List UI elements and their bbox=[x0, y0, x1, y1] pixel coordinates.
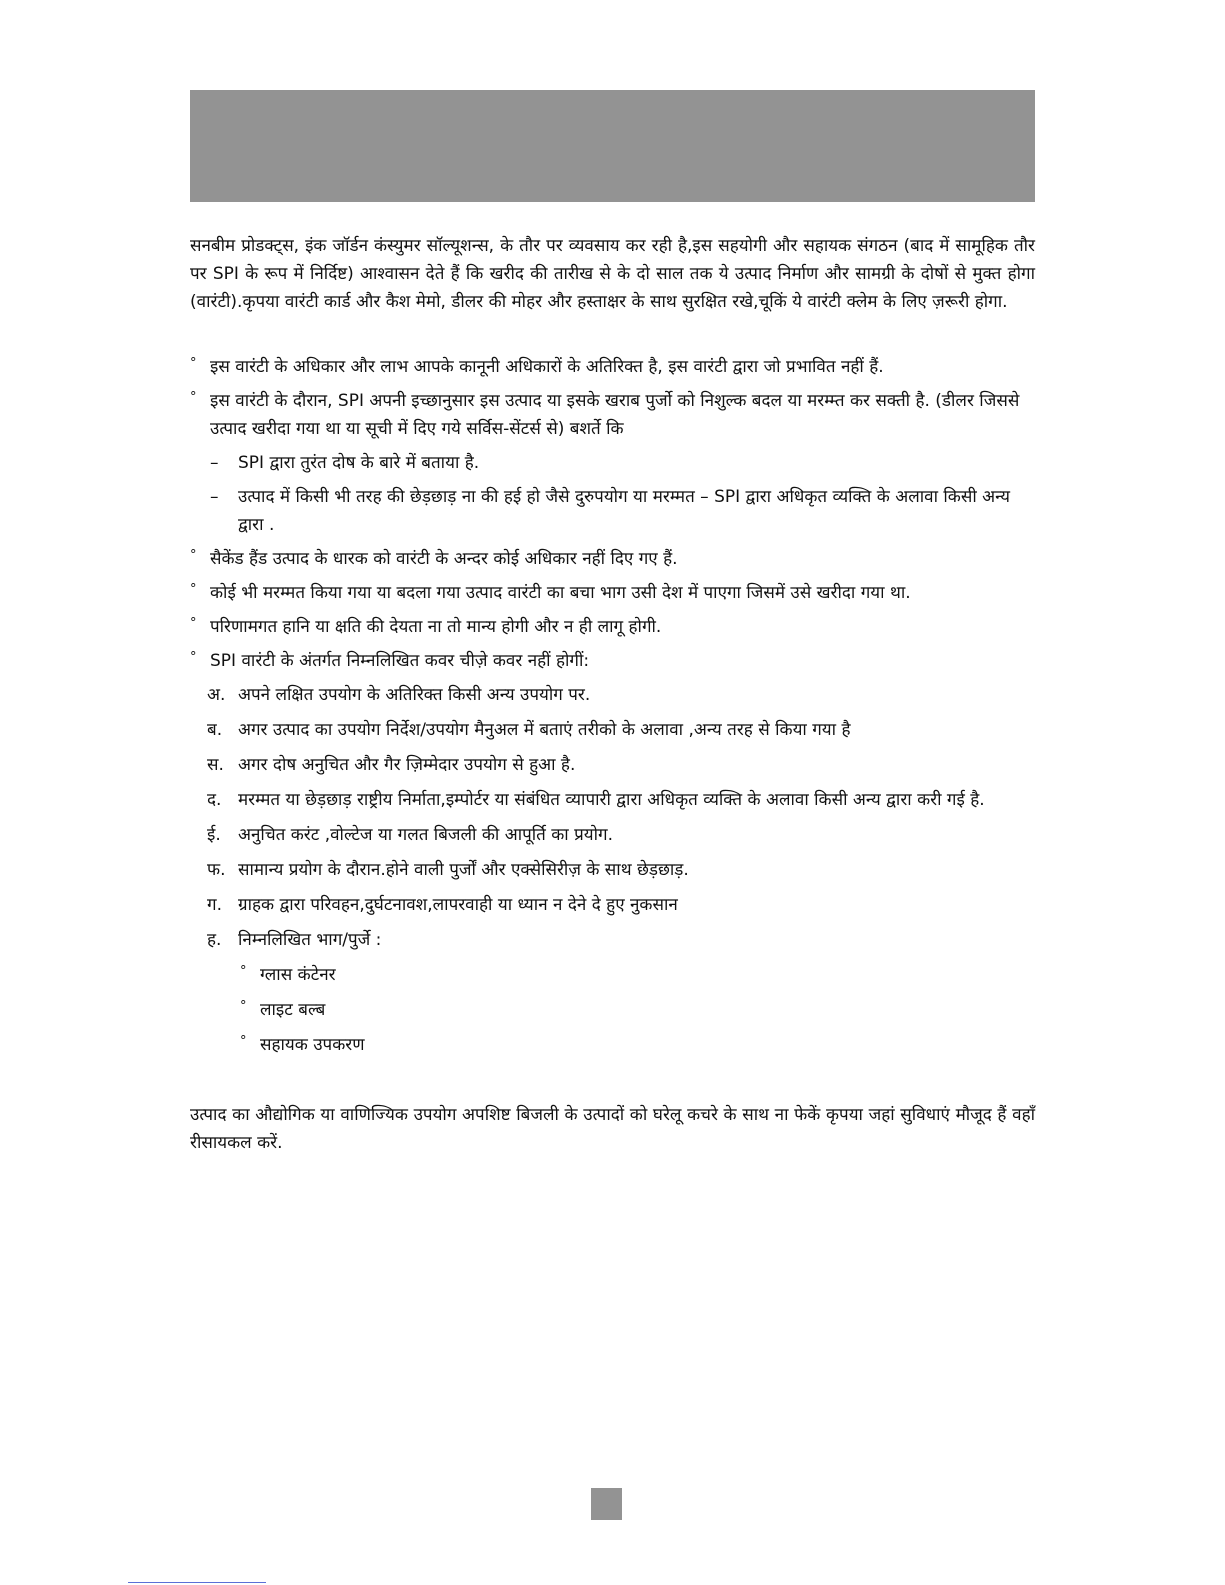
exclusion-item bbox=[190, 751, 1035, 779]
sub-item bbox=[190, 483, 1035, 539]
dash-mark: – bbox=[210, 487, 219, 507]
bullet-mark: ° bbox=[190, 616, 197, 631]
footer-rule bbox=[128, 1582, 266, 1583]
exclusion-label: फ. bbox=[207, 860, 226, 880]
exclusion-label: ब. bbox=[207, 720, 223, 740]
list-item bbox=[190, 387, 1035, 443]
excluded-part-text: ग्लास कंटेनर bbox=[260, 965, 336, 985]
exclusion-label: ई. bbox=[207, 825, 221, 845]
exclusion-item bbox=[190, 821, 1035, 849]
warranty-content bbox=[190, 232, 1035, 1157]
excluded-part bbox=[190, 1031, 1035, 1059]
exclusion-label: ग. bbox=[207, 895, 222, 915]
bullet-mark: ° bbox=[190, 548, 197, 563]
exclusion-text: सामान्य प्रयोग के दौरान.होने वाली पुर्जों और एक्सेसिरीज़ के साथ छेड़छाड़. bbox=[238, 860, 689, 880]
exclusion-item bbox=[190, 716, 1035, 744]
list-item bbox=[190, 579, 1035, 607]
sub-item-text: SPI द्वारा तुरंत दोष के बारे में बताया है. bbox=[238, 453, 480, 473]
exclusion-item bbox=[190, 926, 1035, 954]
sub-item-text: उत्पाद में किसी भी तरह की छेड़छाड़ ना की हई हो जैसे दुरुपयोग या मरम्मत – SPI द्वारा अधिकृत व्यक्ति के अलावा किसी अन्य द्वारा . bbox=[238, 487, 1011, 535]
exclusion-label: द. bbox=[207, 790, 222, 810]
exclusion-item bbox=[190, 786, 1035, 814]
exclusion-text: अगर दोष अनुचित और गैर ज़िम्मेदार उपयोग से हुआ है. bbox=[238, 755, 576, 775]
list-item-text: इस वारंटी के अधिकार और लाभ आपके कानूनी अधिकारों के अतिरिक्त है, इस वारंटी द्वारा जो प्रभावित नहीं हैं. bbox=[210, 357, 884, 377]
exclusion-item bbox=[190, 856, 1035, 884]
exclusion-label: अ. bbox=[207, 685, 226, 705]
header-band bbox=[190, 90, 1035, 202]
exclusion-text: अगर उत्पाद का उपयोग निर्देश/उपयोग मैनुअल में बताएं तरीको के अलावा ,अन्य तरह से किया गया है bbox=[238, 720, 851, 740]
exclusion-text: ग्राहक द्वारा परिवहन,दुर्घटनावश,लापरवाही या ध्यान न देने दे हुए नुकसान bbox=[238, 895, 678, 915]
exclusion-item bbox=[190, 681, 1035, 709]
exclusion-text: अपने लक्षित उपयोग के अतिरिक्त किसी अन्य उपयोग पर. bbox=[238, 685, 591, 705]
intro-paragraph: सनबीम प्रोडक्ट्स, इंक जॉर्डन कंस्युमर सॉल्यूशन्स, के तौर पर व्यवसाय कर रही है,इस सहयोगी और सहायक संगठन (बाद में सामूहिक तौर पर SPI के रूप में निर्दिष्ट) आश्वासन देते हैं कि खरीद की तारीख से के दो साल तक ये उत्पाद निर्माण और सामग्री के दोषों से मुक्त होगा (वारंटी).कृपया वारंटी कार्ड और कैश मेमो, डीलर की मोहर और हस्ताक्षर के साथ सुरक्षित रखे,चूकिं ये वारंटी क्लेम के लिए ज़रूरी होगा. bbox=[190, 236, 1035, 312]
bullet-mark: ° bbox=[240, 1034, 247, 1049]
bullet-mark: ° bbox=[190, 356, 197, 371]
bullet-mark: ° bbox=[190, 390, 197, 405]
list-item-text: सैकेंड हैंड उत्पाद के धारक को वारंटी के अन्दर कोई अधिकार नहीं दिए गए हैं. bbox=[210, 549, 678, 569]
exclusion-label: स. bbox=[207, 755, 224, 775]
bullet-mark: ° bbox=[240, 964, 247, 979]
list-item-text: परिणामगत हानि या क्षति की देयता ना तो मान्य होगी और न ही लागू होगी. bbox=[210, 617, 662, 637]
bullet-mark: ° bbox=[190, 582, 197, 597]
excluded-part bbox=[190, 996, 1035, 1024]
list-item-text: कोई भी मरम्मत किया गया या बदला गया उत्पाद वारंटी का बचा भाग उसी देश में पाएगा जिसमें उसे खरीदा गया था. bbox=[210, 583, 911, 603]
list-item-text: SPI वारंटी के अंतर्गत निम्नलिखित कवर चीज़े कवर नहीं होगीं: bbox=[210, 651, 590, 671]
sub-item bbox=[190, 449, 1035, 477]
exclusion-label: ह. bbox=[207, 930, 222, 950]
list-item bbox=[190, 545, 1035, 573]
list-item bbox=[190, 647, 1035, 675]
excluded-part-text: सहायक उपकरण bbox=[260, 1035, 365, 1055]
bullet-mark: ° bbox=[240, 999, 247, 1014]
list-item-text: इस वारंटी के दौरान, SPI अपनी इच्छानुसार इस उत्पाद या इसके खराब पुर्जो को निशुल्क बदल या मरम्म्त कर सक्ती है. (डीलर जिससे उत्पाद खरीदा गया था या सूची में दिए गये सर्विस-सेंटर्स से) बशर्ते कि bbox=[210, 391, 1020, 439]
dash-mark: – bbox=[210, 453, 219, 473]
page-number-box bbox=[591, 1488, 622, 1520]
exclusion-text: मरम्मत या छेड़छाड़ राष्ट्रीय निर्माता,इम्पोर्टर या संबंधित व्यापारी द्वारा अधिकृत व्यक्ति के अलावा किसी अन्य द्वारा करी गई है. bbox=[238, 790, 985, 810]
bullet-mark: ° bbox=[190, 650, 197, 665]
exclusion-text: अनुचित करंट ,वोल्टेज या गलत बिजली की आपूर्ति का प्रयोग. bbox=[238, 825, 614, 845]
list-item bbox=[190, 353, 1035, 381]
exclusion-text: निम्नलिखित भाग/पुर्जे : bbox=[238, 930, 382, 950]
excluded-part bbox=[190, 961, 1035, 989]
exclusion-item bbox=[190, 891, 1035, 919]
recycling-note: उत्पाद का औद्योगिक या वाणिज्यिक उपयोग अपशिष्ट बिजली के उत्पादों को घरेलू कचरे के साथ ना फेकें कृपया जहां सुविधाएं मौजूद हैं वहाँ रीसायकल करें. bbox=[190, 1105, 1035, 1153]
excluded-part-text: लाइट बल्ब bbox=[260, 1000, 326, 1020]
list-item bbox=[190, 613, 1035, 641]
warranty-terms-list bbox=[190, 353, 1035, 1059]
